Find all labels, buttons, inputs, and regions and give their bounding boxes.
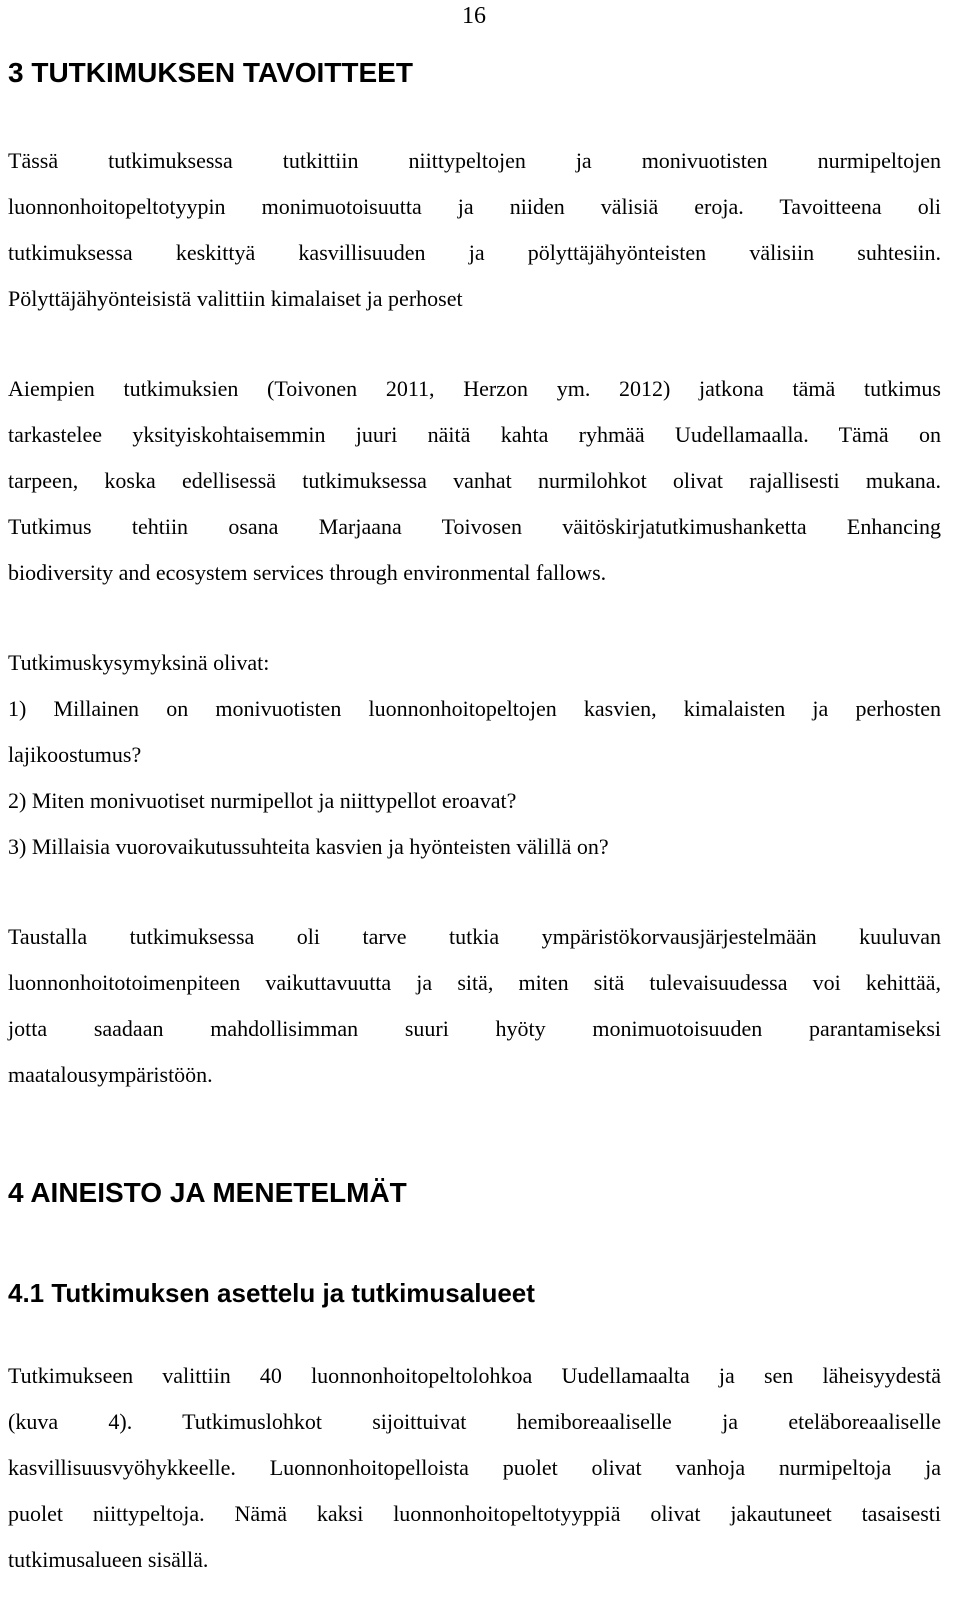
text-line: tarkastelee yksityiskohtaisemmin juuri näitä kahta ryhmää Uudellamaalla. Tämä on: [8, 422, 941, 447]
section-heading-aineisto: 4 AINEISTO JA MENETELMÄT: [8, 1177, 407, 1208]
question-3: 3) Millaisia vuorovaikutussuhteita kasvien ja hyönteisten välillä on?: [8, 834, 609, 859]
text-line: Pölyttäjähyönteisistä valittiin kimalaiset ja perhoset: [8, 286, 463, 311]
text-line: (kuva 4). Tutkimuslohkot sijoittuivat hemiboreaaliselle ja eteläboreaaliselle: [8, 1409, 941, 1434]
subsection-heading-asettelu: 4.1 Tutkimuksen asettelu ja tutkimusalueet: [8, 1278, 535, 1308]
paragraph-intro: [8, 138, 941, 322]
text-line: puolet niittypeltoja. Nämä kaksi luonnonhoitopeltotyyppiä olivat jakautuneet tasaisesti: [8, 1501, 941, 1526]
text-line: Tutkimuskysymyksinä olivat:: [8, 650, 270, 675]
text-line: maatalousympäristöön.: [8, 1062, 213, 1087]
paragraph-research-questions: [8, 640, 941, 870]
paragraph-background: [8, 914, 941, 1098]
text-line: kasvillisuusvyöhykkeelle. Luonnonhoitopelloista puolet olivat vanhoja nurmipeltoja ja: [8, 1455, 941, 1480]
question-1: 1) Millainen on monivuotisten luonnonhoitopeltojen kasvien, kimalaisten ja perhosten: [8, 696, 941, 721]
paragraph-previous-studies: [8, 366, 941, 596]
text-line: Tässä tutkimuksessa tutkittiin niittypeltojen ja monivuotisten nurmipeltojen: [8, 148, 941, 173]
text-line: lajikoostumus?: [8, 742, 142, 767]
text-line: tarpeen, koska edellisessä tutkimuksessa vanhat nurmilohkot olivat rajallisesti mukana.: [8, 468, 941, 493]
text-line: luonnonhoitotoimenpiteen vaikuttavuutta ja sitä, miten sitä tulevaisuudessa voi kehittää,: [8, 970, 941, 995]
text-line: luonnonhoitopeltotyypin monimuotoisuutta ja niiden välisiä eroja. Tavoitteena oli: [8, 194, 941, 219]
text-line: jotta saadaan mahdollisimman suuri hyöty monimuotoisuuden parantamiseksi: [8, 1016, 941, 1041]
text-line: Tutkimukseen valittiin 40 luonnonhoitopeltolohkoa Uudellamaalta ja sen läheisyydestä: [8, 1363, 941, 1388]
text-line: Aiempien tutkimuksien (Toivonen 2011, Herzon ym. 2012) jatkona tämä tutkimus: [8, 376, 941, 401]
section-heading-tavoitteet: 3 TUTKIMUKSEN TAVOITTEET: [8, 57, 413, 88]
paragraph-study-design: [8, 1353, 941, 1583]
text-line: tutkimusalueen sisällä.: [8, 1547, 209, 1572]
text-line: tutkimuksessa keskittyä kasvillisuuden ja pölyttäjähyönteisten välisiin suhtesiin.: [8, 240, 941, 265]
text-line: Taustalla tutkimuksessa oli tarve tutkia ympäristökorvausjärjestelmään kuuluvan: [8, 924, 941, 949]
question-2: 2) Miten monivuotiset nurmipellot ja niittypellot eroavat?: [8, 788, 517, 813]
page-number: 16: [462, 3, 486, 29]
text-line: Tutkimus tehtiin osana Marjaana Toivosen väitöskirjatutkimushanketta Enhancing: [8, 514, 941, 539]
text-line: biodiversity and ecosystem services through environmental fallows.: [8, 560, 607, 585]
